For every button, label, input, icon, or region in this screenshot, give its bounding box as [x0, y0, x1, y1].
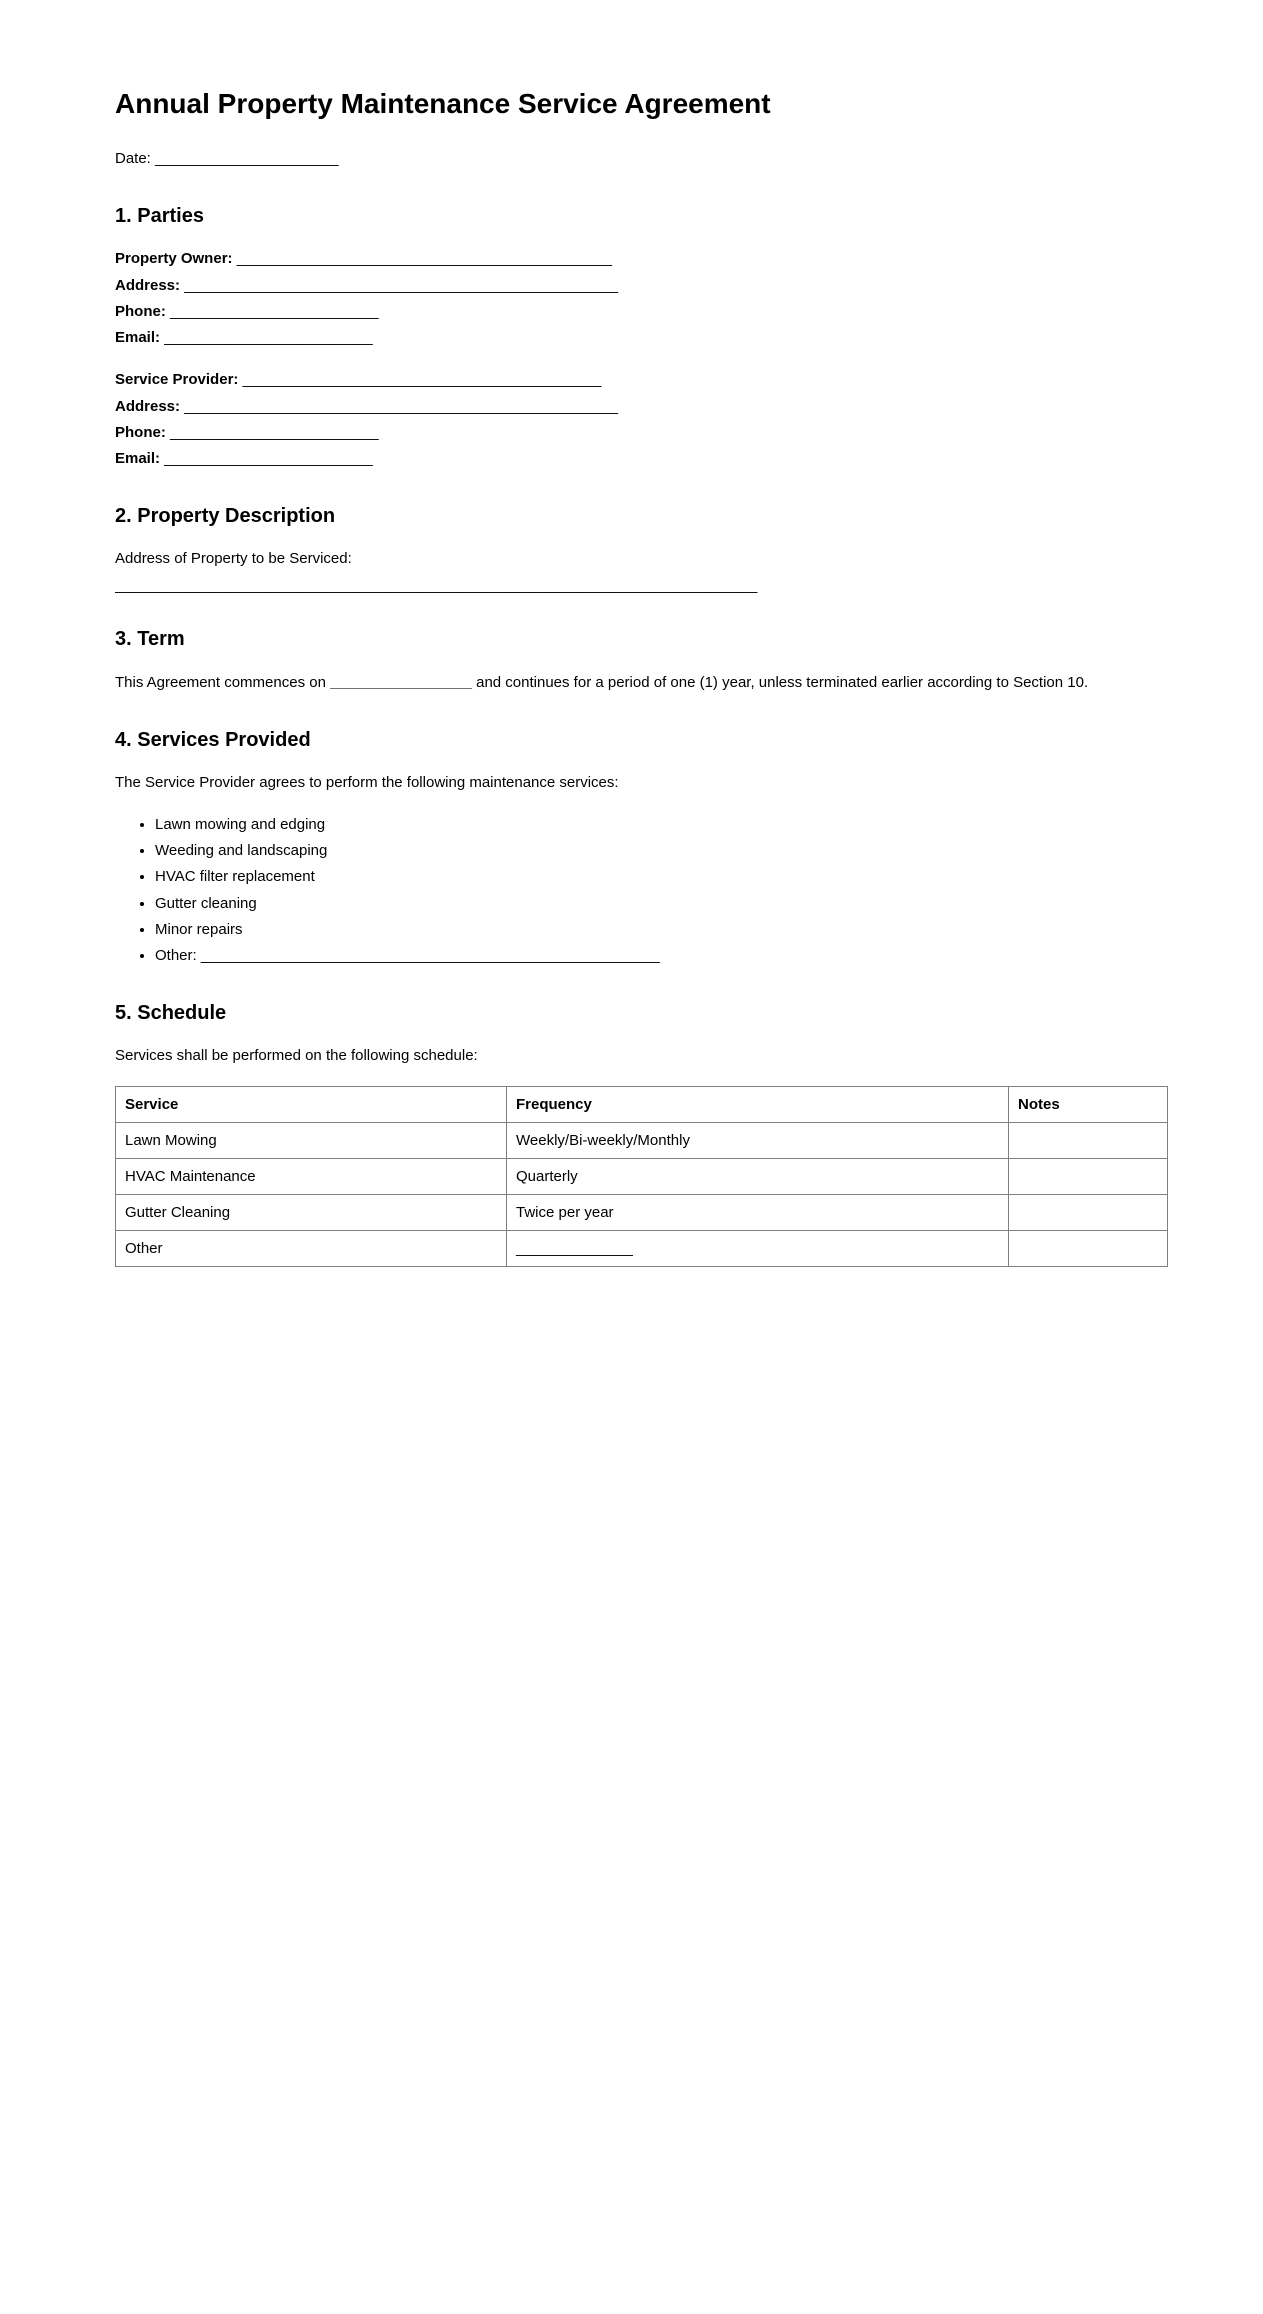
date-blank: ______________________ [155, 150, 339, 168]
list-item: • Lawn mowing and edging [155, 812, 1148, 838]
services-other-blank: _______________________________________________________ [200, 947, 660, 965]
cell-frequency: Quarterly [507, 1158, 1009, 1194]
property-owner-block [115, 246, 1148, 351]
section-heading-term: 3. Term [115, 627, 185, 650]
cell-service: Gutter Cleaning [116, 1194, 507, 1230]
provider-phone-blank: _________________________ [170, 423, 379, 441]
section-heading-property-description: 2. Property Description [115, 505, 336, 528]
list-item: • HVAC filter replacement [155, 864, 1148, 890]
cell-frequency: ______________ [507, 1230, 1009, 1266]
provider-address-label: Address: [115, 397, 181, 415]
provider-phone-line [115, 420, 1148, 446]
provider-email-blank: _________________________ [164, 450, 373, 468]
table-row [116, 1194, 1168, 1230]
cell-frequency: Twice per year [507, 1194, 1009, 1230]
owner-phone-label: Phone: [115, 302, 166, 320]
cell-frequency: Weekly/Bi-weekly/Monthly [507, 1122, 1009, 1158]
section-heading-parties: 1. Parties [115, 205, 204, 228]
owner-email-line [115, 325, 1148, 351]
table-row [116, 1158, 1168, 1194]
property-description-intro: Address of Property to be Serviced: [115, 550, 352, 568]
term-text-before: This Agreement commences on [115, 673, 331, 691]
owner-phone-line [115, 299, 1148, 325]
provider-phone-label: Phone: [115, 423, 166, 441]
term-text-after: and continues for a period of one (1) year, unless terminated earlier according to Section 10. [471, 673, 1089, 691]
service-provider-block [115, 367, 1148, 472]
section-heading-services: 4. Services Provided [115, 728, 311, 751]
owner-name-label: Property Owner: [115, 250, 233, 268]
provider-name-label: Service Provider: [115, 371, 239, 389]
list-item: • Gutter cleaning [155, 891, 1148, 917]
schedule-intro: Services shall be performed on the following schedule: [115, 1047, 478, 1065]
owner-address-label: Address: [115, 276, 181, 294]
list-item: • Weeding and landscaping [155, 838, 1148, 864]
column-header-frequency: Frequency [507, 1086, 1009, 1122]
provider-email-line [115, 446, 1148, 472]
cell-service: HVAC Maintenance [116, 1158, 507, 1194]
provider-email-label: Email: [115, 450, 161, 468]
list-item-other [155, 943, 1148, 969]
cell-notes [1009, 1230, 1168, 1266]
property-address-blank: _____________________________________________________________________________ [115, 576, 758, 594]
cell-service: Lawn Mowing [116, 1122, 507, 1158]
list-item: • Minor repairs [155, 917, 1148, 943]
owner-email-blank: _________________________ [164, 329, 373, 347]
services-list [115, 812, 1148, 970]
page-title: Annual Property Maintenance Service Agreement [115, 88, 771, 119]
provider-name-blank: ___________________________________________ [242, 371, 602, 389]
cell-notes [1009, 1194, 1168, 1230]
table-row [116, 1230, 1168, 1266]
table-row [116, 1122, 1168, 1158]
date-line [115, 146, 1148, 172]
provider-address-blank: ____________________________________________________ [184, 397, 619, 415]
owner-address-line [115, 273, 1148, 299]
column-header-notes: Notes [1009, 1086, 1168, 1122]
column-header-service: Service [116, 1086, 507, 1122]
cell-service: Other [116, 1230, 507, 1266]
date-label: Date: [115, 150, 151, 168]
term-date-blank: _________________ [330, 673, 472, 691]
cell-notes [1009, 1158, 1168, 1194]
provider-address-line [115, 394, 1148, 420]
table-header-row [116, 1086, 1168, 1122]
term-paragraph [115, 669, 1148, 696]
owner-name-blank: _____________________________________________ [236, 250, 613, 268]
section-heading-schedule: 5. Schedule [115, 1002, 227, 1025]
owner-phone-blank: _________________________ [170, 302, 379, 320]
owner-name-line [115, 246, 1148, 272]
schedule-table [115, 1086, 1168, 1267]
services-other-label: Other: [155, 947, 197, 965]
cell-notes [1009, 1122, 1168, 1158]
owner-address-blank: ____________________________________________________ [184, 276, 619, 294]
services-intro: The Service Provider agrees to perform the following maintenance services: [115, 773, 619, 791]
provider-name-line [115, 367, 1148, 393]
owner-email-label: Email: [115, 329, 161, 347]
